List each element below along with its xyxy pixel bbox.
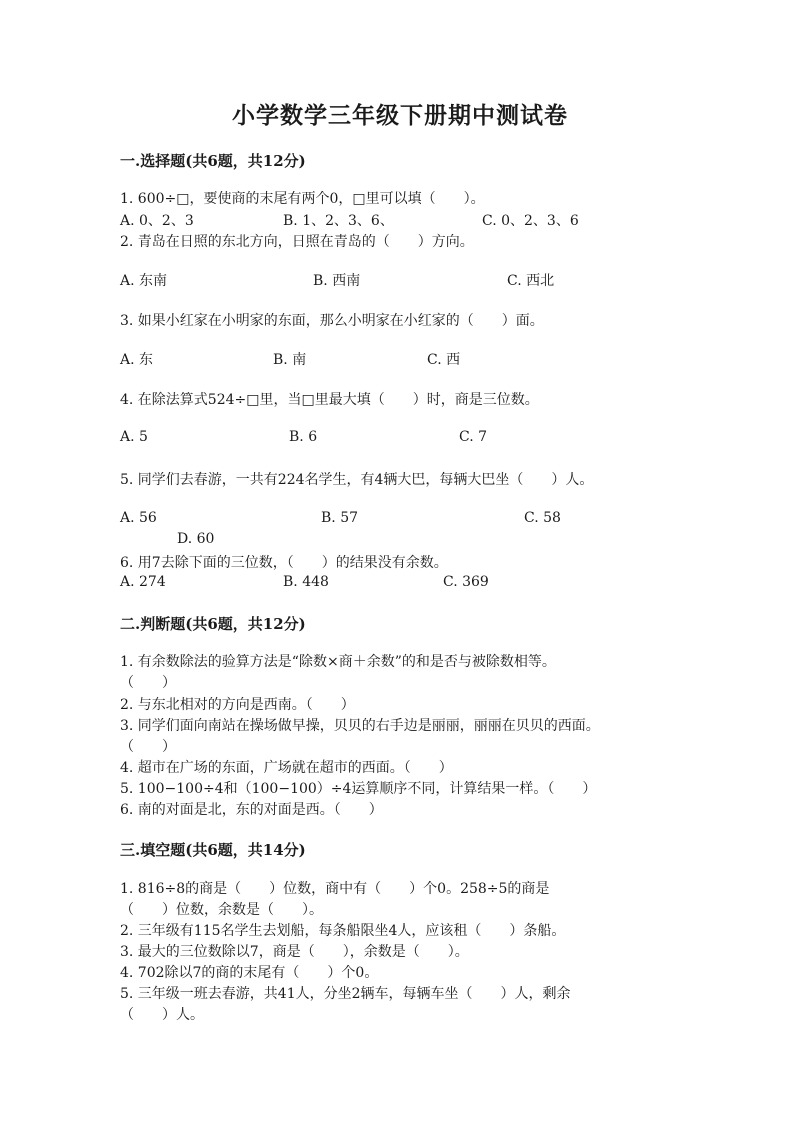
judgment-question-6: 6. 南的对面是北，东的对面是西。（ ）: [120, 802, 383, 818]
choice-q1-option-a: A. 0、2、3: [120, 213, 194, 229]
choice-q3-option-a: A. 东: [120, 352, 154, 368]
choice-q1-option-b: B. 1、2、3、6、: [283, 213, 394, 229]
judgment-question-3: 3. 同学们面向南站在操场做早操，贝贝的右手边是丽丽，丽丽在贝贝的西面。: [120, 718, 600, 734]
fill-question-4: 4. 702除以7的商的末尾有（ ）个0。: [120, 965, 379, 981]
choice-q5-option-a: A. 56: [120, 510, 157, 526]
choice-q6-option-b: B. 448: [283, 574, 329, 590]
choice-q4-option-b: B. 6: [289, 429, 318, 445]
choice-q1-option-c: C. 0、2、3、6: [482, 213, 579, 229]
choice-q2-option-a: A. 东南: [120, 273, 168, 289]
section-header-choice: 一.选择题(共6题，共12分): [120, 152, 306, 170]
judgment-question-1: 1. 有余数除法的验算方法是“除数×商＋余数”的和是否与被除数相等。: [120, 654, 556, 670]
judgment-question-3-blank: （ ）: [120, 739, 176, 755]
fill-question-1-cont: （ ）位数，余数是（ ）。: [120, 902, 323, 918]
choice-q6-option-a: A. 274: [120, 574, 166, 590]
judgment-question-4: 4. 超市在广场的东面，广场就在超市的西面。（ ）: [120, 760, 453, 776]
fill-question-2: 2. 三年级有115名学生去划船，每条船限坐4人，应该租（ ）条船。: [120, 923, 566, 939]
choice-q2-option-c: C. 西北: [507, 273, 555, 289]
judgment-question-1-blank: （ ）: [120, 675, 176, 691]
page-title: 小学数学三年级下册期中测试卷: [232, 102, 568, 129]
choice-question-1: 1. 600÷□，要使商的末尾有两个0，□里可以填（ ）。: [120, 191, 485, 207]
fill-question-5-cont: （ ）人。: [120, 1007, 204, 1023]
fill-question-1: 1. 816÷8的商是（ ）位数，商中有（ ）个0。258÷5的商是: [120, 881, 550, 897]
judgment-question-2: 2. 与东北相对的方向是西南。（ ）: [120, 697, 355, 713]
section-header-fill: 三.填空题(共6题，共14分): [120, 841, 306, 859]
choice-question-4: 4. 在除法算式524÷□里，当□里最大填（ ）时，商是三位数。: [120, 392, 539, 408]
choice-q4-option-a: A. 5: [120, 429, 148, 445]
choice-question-3: 3. 如果小红家在小明家的东面，那么小明家在小红家的（ ）面。: [120, 313, 544, 329]
choice-q2-option-b: B. 西南: [313, 273, 361, 289]
choice-q5-option-b: B. 57: [321, 510, 359, 526]
choice-q3-option-c: C. 西: [427, 352, 461, 368]
choice-question-5: 5. 同学们去春游，一共有224名学生，有4辆大巴，每辆大巴坐（ ）人。: [120, 472, 594, 488]
fill-question-3: 3. 最大的三位数除以7，商是（ ），余数是（ ）。: [120, 944, 469, 960]
choice-q5-option-c: C. 58: [524, 510, 561, 526]
section-header-judgment: 二.判断题(共6题，共12分): [120, 615, 306, 633]
choice-question-2: 2. 青岛在日照的东北方向，日照在青岛的（ ）方向。: [120, 234, 474, 250]
judgment-question-5: 5. 100−100÷4和（100−100）÷4运算顺序不同，计算结果一样。（ ）: [120, 781, 597, 797]
choice-question-6: 6. 用7去除下面的三位数，（ ）的结果没有余数。: [120, 555, 448, 571]
fill-question-5: 5. 三年级一班去春游，共41人，分坐2辆车，每辆车坐（ ）人，剩余: [120, 986, 571, 1002]
choice-q3-option-b: B. 南: [273, 352, 307, 368]
choice-q6-option-c: C. 369: [443, 574, 489, 590]
choice-q4-option-c: C. 7: [459, 429, 488, 445]
choice-q5-option-d: D. 60: [177, 531, 215, 547]
